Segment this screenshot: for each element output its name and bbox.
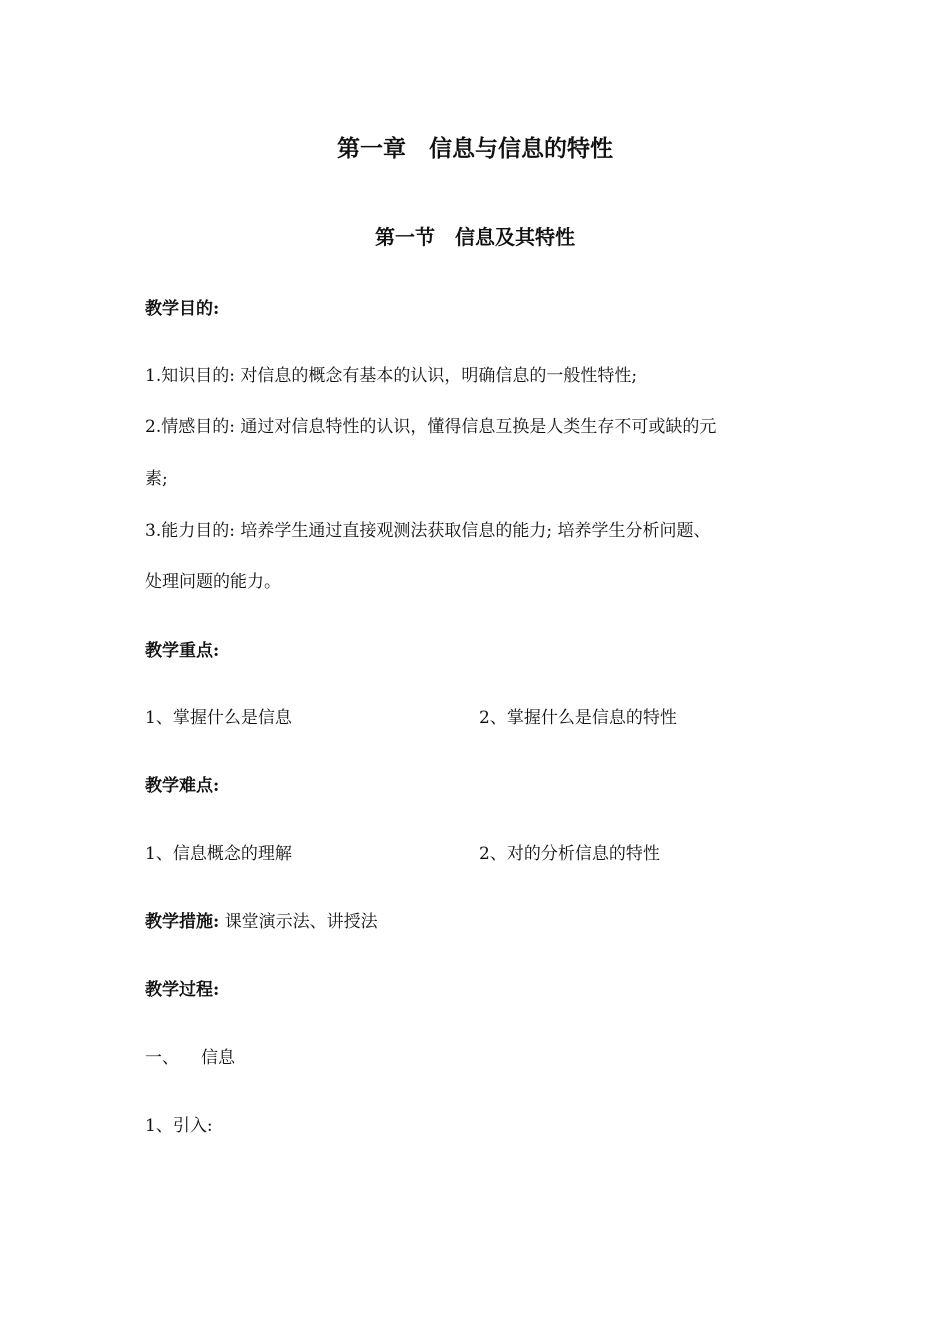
- part-number: 一、: [145, 1048, 179, 1068]
- process-heading: 教学过程:: [145, 980, 220, 1000]
- difficulties-heading: 教学难点:: [145, 776, 220, 796]
- key-point-1: 1、掌握什么是信息: [145, 708, 292, 728]
- measures-text: 课堂演示法、讲授法: [224, 912, 378, 932]
- difficulty-2: 2、对的分析信息的特性: [479, 844, 660, 864]
- objective-ability-line2: 处理问题的能力。: [145, 572, 281, 592]
- key-point-2: 2、掌握什么是信息的特性: [479, 708, 677, 728]
- objective-ability-line1: 3.能力目的: 培养学生通过直接观测法获取信息的能力; 培养学生分析问题、: [145, 521, 711, 541]
- key-points-heading: 教学重点:: [145, 641, 220, 661]
- section-title: 第一节 信息及其特性: [375, 225, 575, 249]
- chapter-title: 第一章 信息与信息的特性: [337, 135, 613, 162]
- difficulty-1: 1、信息概念的理解: [145, 844, 292, 864]
- measures-line: [145, 910, 378, 934]
- part-title: 信息: [201, 1048, 235, 1068]
- process-part-1: [145, 1046, 235, 1070]
- objective-emotion-line1: 2.情感目的: 通过对信息特性的认识，懂得信息互换是人类生存不可或缺的元: [145, 417, 717, 437]
- process-step-1: 1、引入:: [145, 1116, 213, 1136]
- objectives-heading: 教学目的:: [145, 299, 220, 319]
- objective-knowledge: 1.知识目的: 对信息的概念有基本的认识，明确信息的一般性特性;: [145, 366, 638, 386]
- objective-emotion-line2: 素;: [145, 469, 168, 489]
- measures-heading: 教学措施:: [145, 912, 220, 932]
